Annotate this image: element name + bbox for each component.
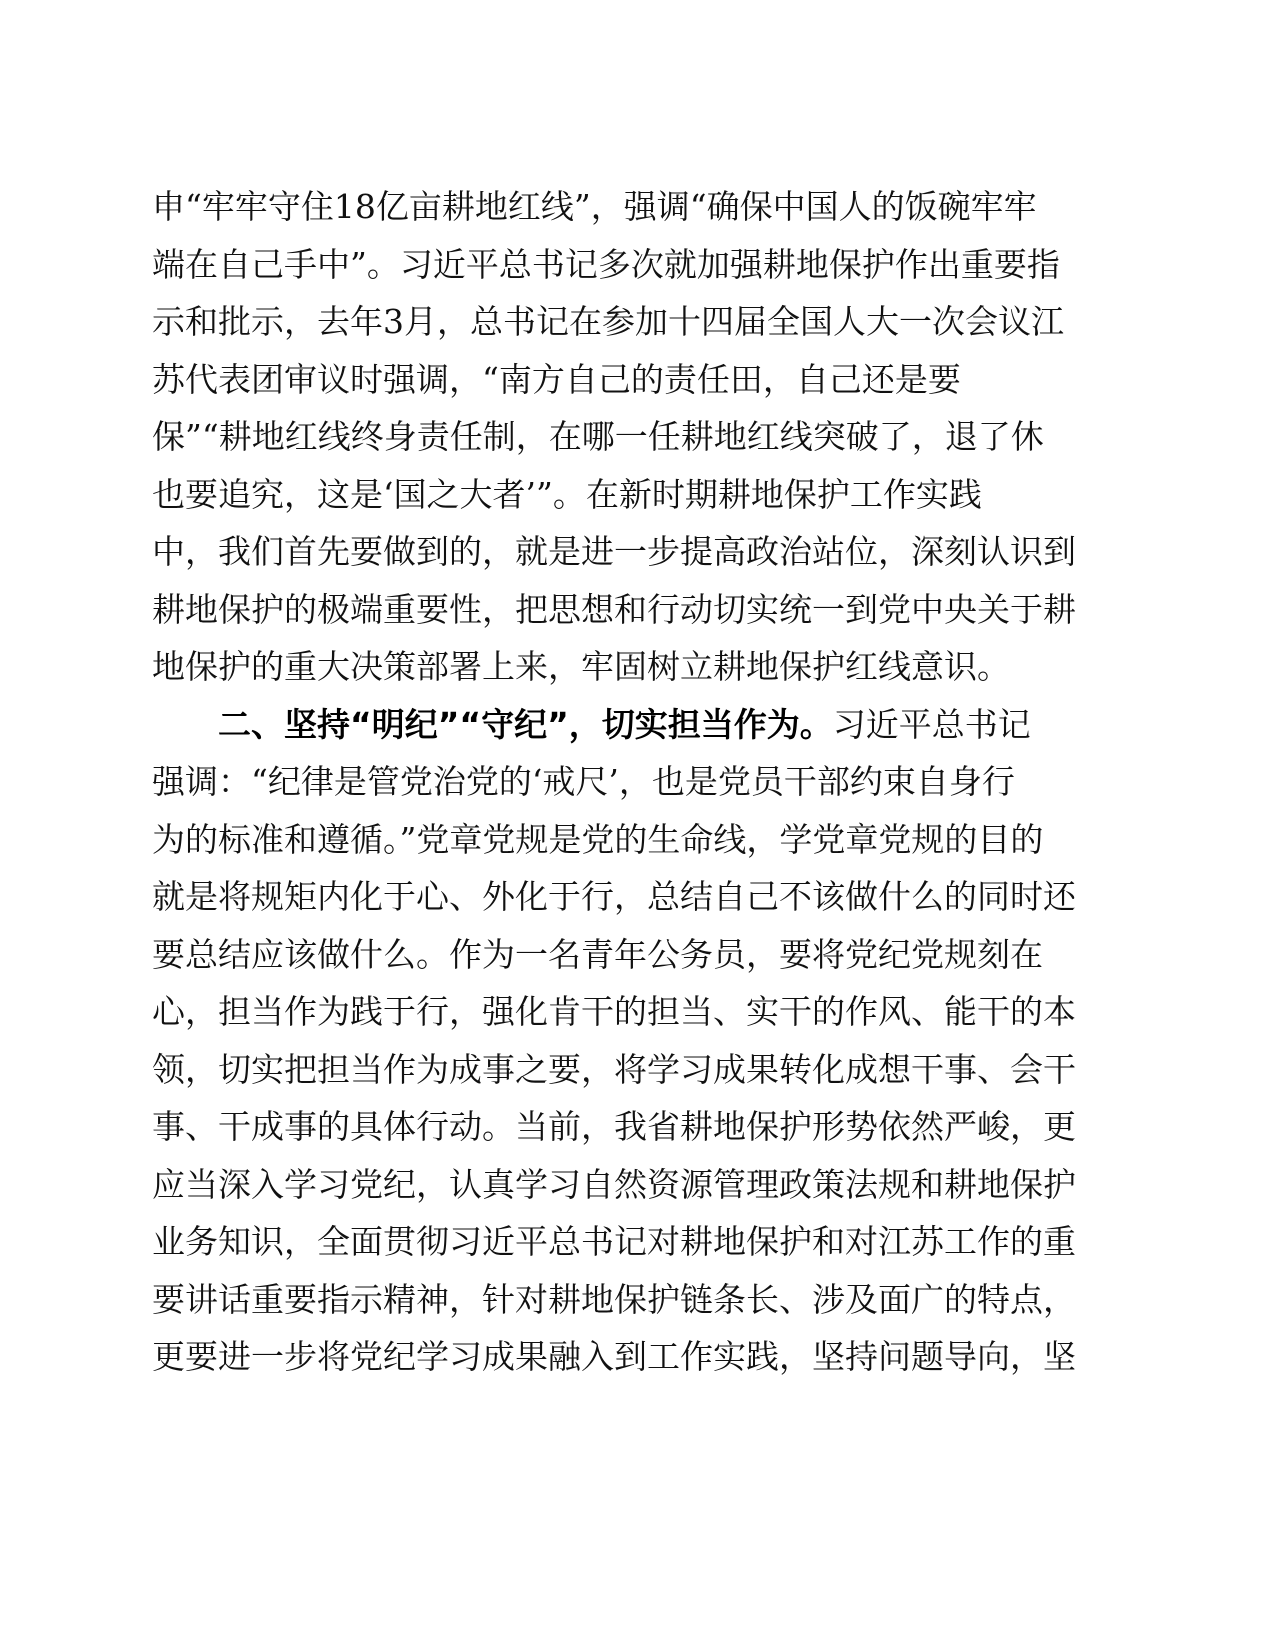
- document-body: [152, 178, 1102, 1386]
- paragraph-line: 地保护的重大决策部署上来，牢固树立耕地保护红线意识。: [152, 647, 1010, 686]
- paragraph-line: 要总结应该做什么。作为一名青年公务员，要将党纪党规刻在: [152, 934, 1043, 974]
- paragraph-line: 强调：“纪律是管党治党的‘戒尺’，也是党员干部约束自身行: [152, 762, 1015, 801]
- section-heading-line: [152, 696, 1102, 754]
- paragraph-line: 耕地保护的极端重要性，把思想和行动切实统一到党中央关于耕: [152, 589, 1076, 629]
- paragraph-line: 苏代表团审议时强调，“南方自己的责任田，自己还是要: [152, 359, 961, 399]
- paragraph-line: 为的标准和遵循。”党章党规是党的生命线，学党章党规的目的: [152, 819, 1044, 859]
- paragraph-line: 领，切实把担当作为成事之要，将学习成果转化成想干事、会干: [152, 1049, 1076, 1089]
- section-heading: 二、坚持“明纪”“守纪”，切实担当作为。: [218, 704, 833, 744]
- paragraph-line: 示和批示，去年3月，总书记在参加十四届全国人大一次会议江: [152, 302, 1064, 341]
- paragraph-line: 要讲话重要指示精神，针对耕地保护链条长、涉及面广的特点，: [152, 1279, 1076, 1319]
- paragraph-line: 端在自己手中”。习近平总书记多次就加强耕地保护作出重要指: [152, 244, 1060, 284]
- paragraph-line: 也要追究，这是‘国之大者’”。在新时期耕地保护工作实践: [152, 474, 982, 514]
- paragraph-line: 应当深入学习党纪，认真学习自然资源管理政策法规和耕地保护: [152, 1164, 1076, 1204]
- paragraph-line: 就是将规矩内化于心、外化于行，总结自己不该做什么的同时还: [152, 877, 1076, 916]
- paragraph-line: 心，担当作为践于行，强化肯干的担当、实干的作风、能干的本: [152, 992, 1076, 1031]
- section-heading-continuation: 习近平总书记: [832, 704, 1031, 744]
- paragraph-line: 申“牢牢守住18亿亩耕地红线”，强调“确保中国人的饭碗牢牢: [152, 187, 1037, 226]
- paragraph-line: 保”“耕地红线终身责任制，在哪一任耕地红线突破了，退了休: [152, 417, 1044, 456]
- paragraph-line: 更要进一步将党纪学习成果融入到工作实践，坚持问题导向，坚: [152, 1337, 1076, 1376]
- paragraph-line: 中，我们首先要做到的，就是进一步提高政治站位，深刻认识到: [152, 532, 1076, 571]
- paragraph-line: 事、干成事的具体行动。当前，我省耕地保护形势依然严峻，更: [152, 1107, 1076, 1146]
- paragraph-line: 业务知识，全面贯彻习近平总书记对耕地保护和对江苏工作的重: [152, 1222, 1076, 1261]
